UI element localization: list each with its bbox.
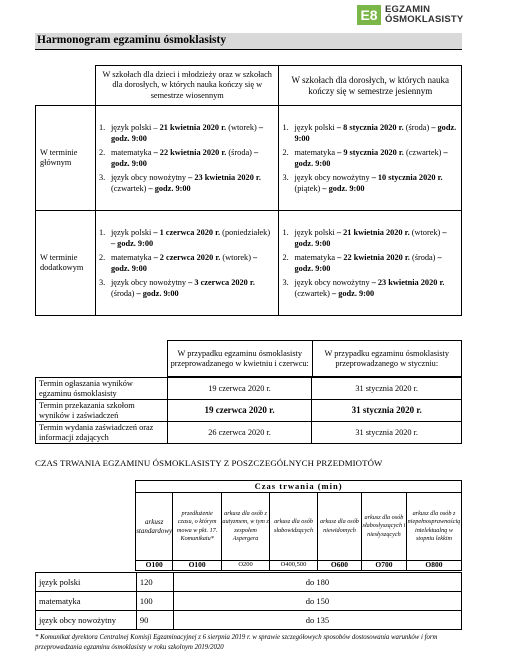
sheet-code: O700 — [361, 561, 406, 571]
schedule-item: 3. język obcy nowożytny – 23 kwietnia 2020 r. (czwartek) – godz. 9:00 — [282, 278, 445, 298]
subject-name: język polski — [36, 573, 137, 592]
schedule-item: 3. język obcy nowożytny – 23 kwietnia 2020 r. (czwartek) – godz. 9:00 — [98, 173, 261, 193]
subject-name: matematyka — [36, 592, 137, 611]
dates-value: 26 czerwca 2020 r. — [167, 422, 312, 444]
logo-text-line1: EGZAMIN — [385, 4, 431, 15]
extended-duration: do 180 — [173, 573, 461, 592]
empty-corner — [36, 66, 96, 106]
sheet-desc: arkusz dla osób z autyzmem, w tym z zespołem Aspergera — [222, 493, 270, 561]
schedule-item: 1. język polski – 1 czerwca 2020 r. (poniedziałek) – godz. 9:00 — [98, 228, 271, 248]
extended-duration: do 150 — [173, 592, 461, 611]
dates-table — [35, 377, 462, 444]
sheet-desc: przedłużenie czasu, o którym mowa w pkt. 17. Komunikatu* — [173, 493, 222, 561]
schedule-cell-main-spring — [95, 106, 279, 211]
sheet-code: O400,500 — [270, 561, 318, 571]
schedule-table — [35, 65, 462, 316]
base-duration: 90 — [136, 611, 173, 630]
subject-name: język obcy nowożytny — [36, 611, 137, 630]
dates-row-label: Termin przekazania szkołom wyników i zaświadczeń — [36, 400, 168, 422]
footnote: * Komunikat dyrektora Centralnej Komisji Egzaminacyjnej z 6 sierpnia 2019 r. w sprawie szczegółowych sposobów dostosowania warunków i form przeprowadzania egzaminu ósmoklasisty w roku szkolnym 2019/2020 — [35, 634, 438, 651]
schedule-item: 2. matematyka – 9 stycznia 2020 r. (czwartek) – godz. 9:00 — [282, 148, 448, 168]
schedule-item: 3. język obcy nowożytny – 3 czerwca 2020 r. (środa) – godz. 9:00 — [98, 278, 255, 298]
schedule-item: 2. matematyka – 2 czerwca 2020 r. (wtorek) – godz. 9:00 — [98, 253, 258, 273]
dates-value: 19 czerwca 2020 r. — [167, 378, 312, 400]
dates-value: 19 czerwca 2020 r. — [167, 400, 312, 422]
dates-header-table — [167, 340, 462, 377]
sheet-code: O100 — [136, 561, 173, 571]
title-bar — [35, 33, 462, 50]
dates-value: 31 stycznia 2020 r. — [312, 378, 462, 400]
dates-header-january: W przypadku egzaminu ósmoklasisty przeprowadzanego w styczniu: — [312, 341, 461, 377]
logo-mark: E8 — [357, 5, 381, 25]
sheet-desc: arkusz dla osób z niepełnosprawnością intelektualną w stopniu lekkim — [406, 493, 461, 561]
schedule-header-autumn: W szkołach dla dorosłych, w których nauka kończy się w semestrze jesiennym — [279, 66, 462, 106]
extended-duration: do 135 — [173, 611, 461, 630]
dates-header-spring: W przypadku egzaminu ósmoklasisty przeprowadzanego w kwietniu i czerwcu: — [168, 341, 313, 377]
dates-row-label: Termin wydania zaświadczeń oraz informacji zdających — [36, 422, 168, 444]
schedule-cell-main-autumn — [279, 106, 462, 211]
duration-header-table — [35, 480, 462, 571]
page-title: Harmonogram egzaminu ósmoklasisty — [37, 34, 227, 46]
sheet-desc: arkusz standardowy — [136, 493, 173, 561]
duration-empty-corner — [35, 481, 136, 571]
schedule-item: 2. matematyka – 22 kwietnia 2020 r. (środa) – godz. 9:00 — [98, 148, 259, 168]
base-duration: 100 — [136, 592, 173, 611]
schedule-item: 1. język polski – 21 kwietnia 2020 r. (wtorek) – godz. 9:00 — [282, 228, 447, 248]
schedule-row-label: W terminie dodatkowym — [36, 211, 96, 316]
logo-text-line2: ÓSMOKLASISTY — [385, 14, 464, 25]
schedule-item: 1. język polski – 21 kwietnia 2020 r. (wtorek) – godz. 9:00 — [98, 123, 263, 143]
duration-time-header: Czas trwania (min) — [136, 481, 462, 493]
dates-value: 31 stycznia 2020 r. — [312, 422, 462, 444]
duration-heading: CZAS TRWANIA EGZAMINU ÓSMOKLASISTY Z POSZCZEGÓLNYCH PRZEDMIOTÓW — [35, 458, 383, 468]
schedule-row-label: W terminie głównym — [36, 106, 96, 211]
sheet-code: O200 — [222, 561, 270, 571]
schedule-item: 1. język polski – 8 stycznia 2020 r. (środa) – godz. 9:00 — [282, 123, 457, 143]
schedule-item: 3. język obcy nowożytny – 10 stycznia 2020 r. (piątek) – godz. 9:00 — [282, 173, 443, 193]
base-duration: 120 — [136, 573, 173, 592]
sheet-code: O600 — [318, 561, 362, 571]
schedule-cell-extra-spring — [95, 211, 279, 316]
schedule-cell-extra-autumn — [279, 211, 462, 316]
schedule-item: 2. matematyka – 22 kwietnia 2020 r. (środa) – godz. 9:00 — [282, 253, 442, 273]
sheet-code: O100 — [173, 561, 222, 571]
sheet-desc: arkusz dla osób słabosłyszących i niesłyszących — [361, 493, 406, 561]
sheet-desc: arkusz dla osób słabowidzących — [270, 493, 318, 561]
duration-table — [35, 572, 462, 630]
sheet-code: O800 — [406, 561, 461, 571]
schedule-header-spring: W szkołach dla dzieci i młodzieży oraz w szkołach dla dorosłych, w których nauka kończy się w semestrze wiosennym — [95, 66, 279, 106]
dates-value: 31 stycznia 2020 r. — [312, 400, 462, 422]
dates-row-label: Termin ogłaszania wyników egzaminu ósmoklasisty — [36, 378, 168, 400]
sheet-desc: arkusz dla osób niewidomych — [318, 493, 362, 561]
egzamin-logo — [357, 4, 507, 26]
